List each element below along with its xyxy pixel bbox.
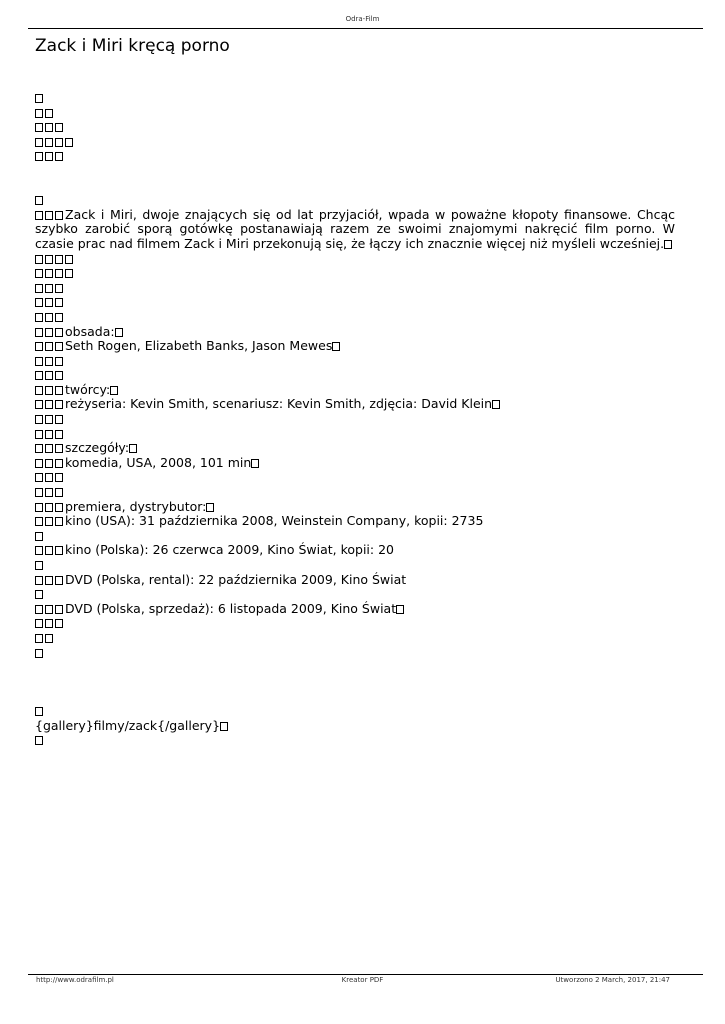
placeholder-line — [35, 646, 675, 661]
placeholder-line — [35, 412, 675, 427]
gallery-shortcode: {gallery}filmy/zack{/gallery} — [35, 717, 221, 733]
placeholder-line — [35, 252, 675, 267]
release-label-row — [35, 500, 675, 515]
cast-row — [35, 339, 675, 354]
cast-value: Seth Rogen, Elizabeth Banks, Jason Mewes — [65, 338, 333, 354]
placeholder-line — [35, 616, 675, 631]
placeholder-line — [35, 295, 675, 310]
details-label: szczegóły: — [65, 440, 130, 456]
details-row — [35, 456, 675, 471]
site-name: Odra-Film — [345, 15, 380, 23]
description-paragraph — [35, 208, 675, 252]
placeholder-line — [35, 470, 675, 485]
release-pl-cinema: kino (Polska): 26 czerwca 2009, Kino Świat, kopii: 20 — [65, 542, 394, 558]
placeholder-line — [35, 193, 675, 208]
cast-label: obsada: — [65, 323, 115, 339]
placeholder-line — [35, 354, 675, 369]
release-pl-dvd-rental-row — [35, 573, 675, 588]
release-label: premiera, dystrybutor: — [65, 498, 207, 514]
crew-value: reżyseria: Kevin Smith, scenariusz: Kevin Smith, zdjęcia: David Klein — [65, 396, 493, 412]
crew-row — [35, 397, 675, 412]
placeholder-line — [35, 704, 675, 719]
footer-divider — [28, 974, 703, 975]
placeholder-line — [35, 106, 675, 121]
release-pl-dvd-sale-row — [35, 602, 675, 617]
article-body — [35, 91, 675, 748]
placeholder-line — [35, 368, 675, 383]
crew-label: twórcy: — [65, 381, 111, 397]
release-pl-dvd-sale: DVD (Polska, sprzedaż): 6 listopada 2009, Kino Świat — [65, 600, 397, 616]
cast-label-row — [35, 325, 675, 340]
placeholder-line — [35, 529, 675, 544]
placeholder-line — [35, 135, 675, 150]
footer-created: Utworzono 2 March, 2017, 21:47 — [555, 976, 670, 984]
placeholder-line — [35, 587, 675, 602]
placeholder-line — [35, 485, 675, 500]
header-divider — [28, 28, 703, 29]
footer-generator: Kreator PDF — [341, 976, 384, 984]
release-usa-row — [35, 514, 675, 529]
crew-label-row — [35, 383, 675, 398]
placeholder-line — [35, 310, 675, 325]
placeholder-line — [35, 427, 675, 442]
gallery-row — [35, 719, 675, 734]
placeholder-line — [35, 733, 675, 748]
release-usa: kino (USA): 31 października 2008, Weinstein Company, kopii: 2735 — [65, 513, 484, 529]
placeholder-line — [35, 91, 675, 106]
release-pl-dvd-rental: DVD (Polska, rental): 22 października 2009, Kino Świat — [65, 571, 407, 587]
placeholder-line — [35, 558, 675, 573]
placeholder-line — [35, 149, 675, 164]
placeholder-line — [35, 631, 675, 646]
placeholder-line — [35, 281, 675, 296]
page-title: Zack i Miri kręcą porno — [35, 36, 230, 56]
release-pl-cinema-row — [35, 543, 675, 558]
placeholder-line — [35, 120, 675, 135]
footer-url[interactable]: http://www.odrafilm.pl — [36, 976, 114, 984]
description-text: Zack i Miri, dwoje znających się od lat przyjaciół, wpada w poważne kłopoty finansowe. Chcąc szybko zarobić sporą gotówkę postanawiają razem ze swoimi znajomymi nakręcić film porno. W czasie prac nad filmem Zack i Miri przekonują się, że łączy ich znacznie więcej niż myśleli wcześniej. — [35, 206, 675, 251]
details-label-row — [35, 441, 675, 456]
placeholder-line — [35, 266, 675, 281]
details-value: komedia, USA, 2008, 101 min — [65, 454, 252, 470]
